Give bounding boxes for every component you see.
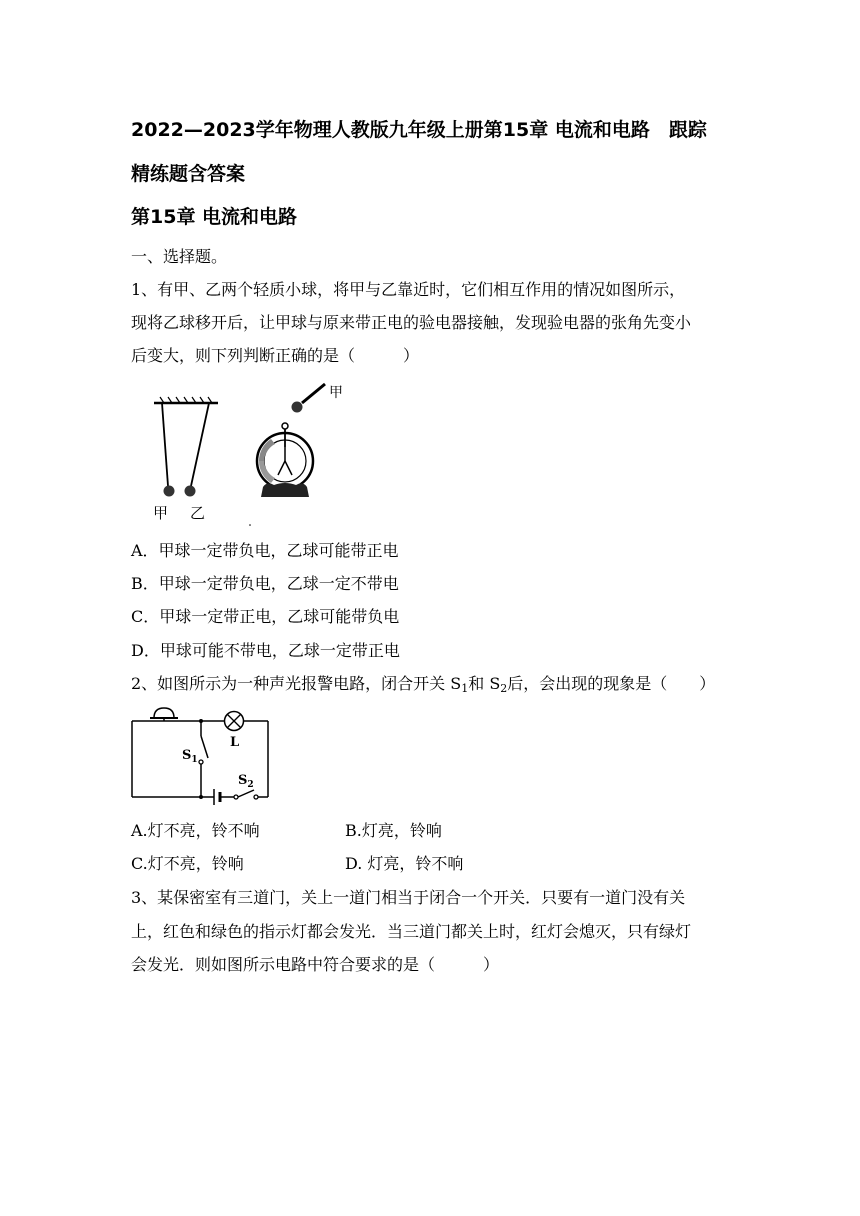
electroscope — [257, 423, 313, 497]
q2-stem-mid: 和 S — [468, 674, 501, 693]
probe-label: 甲 — [329, 385, 343, 401]
thread-b — [191, 403, 209, 486]
ball-b-label: 乙 — [190, 504, 206, 522]
switch-s2-label: $S_2$ — [238, 773, 254, 790]
q2-circuit-figure — [128, 704, 278, 804]
q1-option-b: B．甲球一定带负电，乙球一定不带电 — [131, 574, 399, 593]
q2-option-b: B.灯亮，铃响 — [345, 821, 442, 840]
q2-option-c: C.灯不亮，铃响 — [131, 854, 244, 873]
chapter-heading: 第15章 电流和电路 — [131, 206, 298, 228]
q1-stem-line-1: 1、有甲、乙两个轻质小球，将甲与乙靠近时，它们相互作用的情况如图所示， — [131, 280, 686, 299]
q1-stem-line-3: 后变大，则下列判断正确的是（ ） — [131, 346, 420, 365]
q2-stem — [131, 673, 715, 695]
q3-stem-line-2: 上，红色和绿色的指示灯都会发光．当三道门都关上时，红灯会熄灭，只有绿灯 — [131, 922, 692, 941]
ball-a-label: 甲 — [153, 504, 169, 522]
bell-icon — [150, 708, 178, 721]
q2-stem-sub2: 2 — [500, 682, 508, 695]
q2-option-a: A.灯不亮，铃不响 — [131, 821, 260, 840]
ceiling-support — [154, 397, 218, 403]
switch-s1 — [201, 736, 208, 758]
switch-s2 — [238, 790, 254, 797]
probe-ball — [292, 402, 303, 413]
q2-stem-post: 后，会出现的现象是（ ） — [507, 674, 716, 693]
q3-stem-line-3: 会发光．则如图所示电路中符合要求的是（ ） — [131, 955, 500, 974]
q2-option-d: D. 灯亮，铃不响 — [345, 854, 464, 873]
q1-stem-line-2: 现将乙球移开后，让甲球与原来带正电的验电器接触，发现验电器的张角先变小 — [131, 313, 692, 332]
ball-a — [164, 486, 175, 497]
q1-option-c: C．甲球一定带正电，乙球可能带负电 — [131, 607, 400, 626]
battery-icon — [214, 789, 220, 805]
q1-option-a: A．甲球一定带负电，乙球可能带正电 — [131, 541, 399, 560]
q3-stem-line-1: 3、某保密室有三道门，关上一道门相当于闭合一个开关．只要有一道门没有关 — [131, 888, 686, 907]
ball-b — [185, 486, 196, 497]
q1-figure — [140, 375, 370, 530]
q2-stem-pre: 2、如图所示为一种声光报警电路，闭合开关 S — [131, 674, 462, 693]
lamp-icon — [225, 712, 244, 731]
q2-stem-sub1: 1 — [461, 682, 469, 695]
thread-a — [162, 403, 168, 486]
lamp-label: L — [230, 735, 240, 750]
switch-s1-label: $S_1$ — [182, 748, 198, 765]
document-title-line-1: 2022—2023学年物理人教版九年级上册第15章 电流和电路 跟踪 — [131, 119, 707, 141]
probe-rod — [302, 384, 325, 403]
section-heading: 一、选择题。 — [131, 247, 228, 266]
document-title-line-2: 精练题含答案 — [131, 163, 246, 185]
q1-option-d: D．甲球可能不带电，乙球一定带正电 — [131, 641, 400, 660]
